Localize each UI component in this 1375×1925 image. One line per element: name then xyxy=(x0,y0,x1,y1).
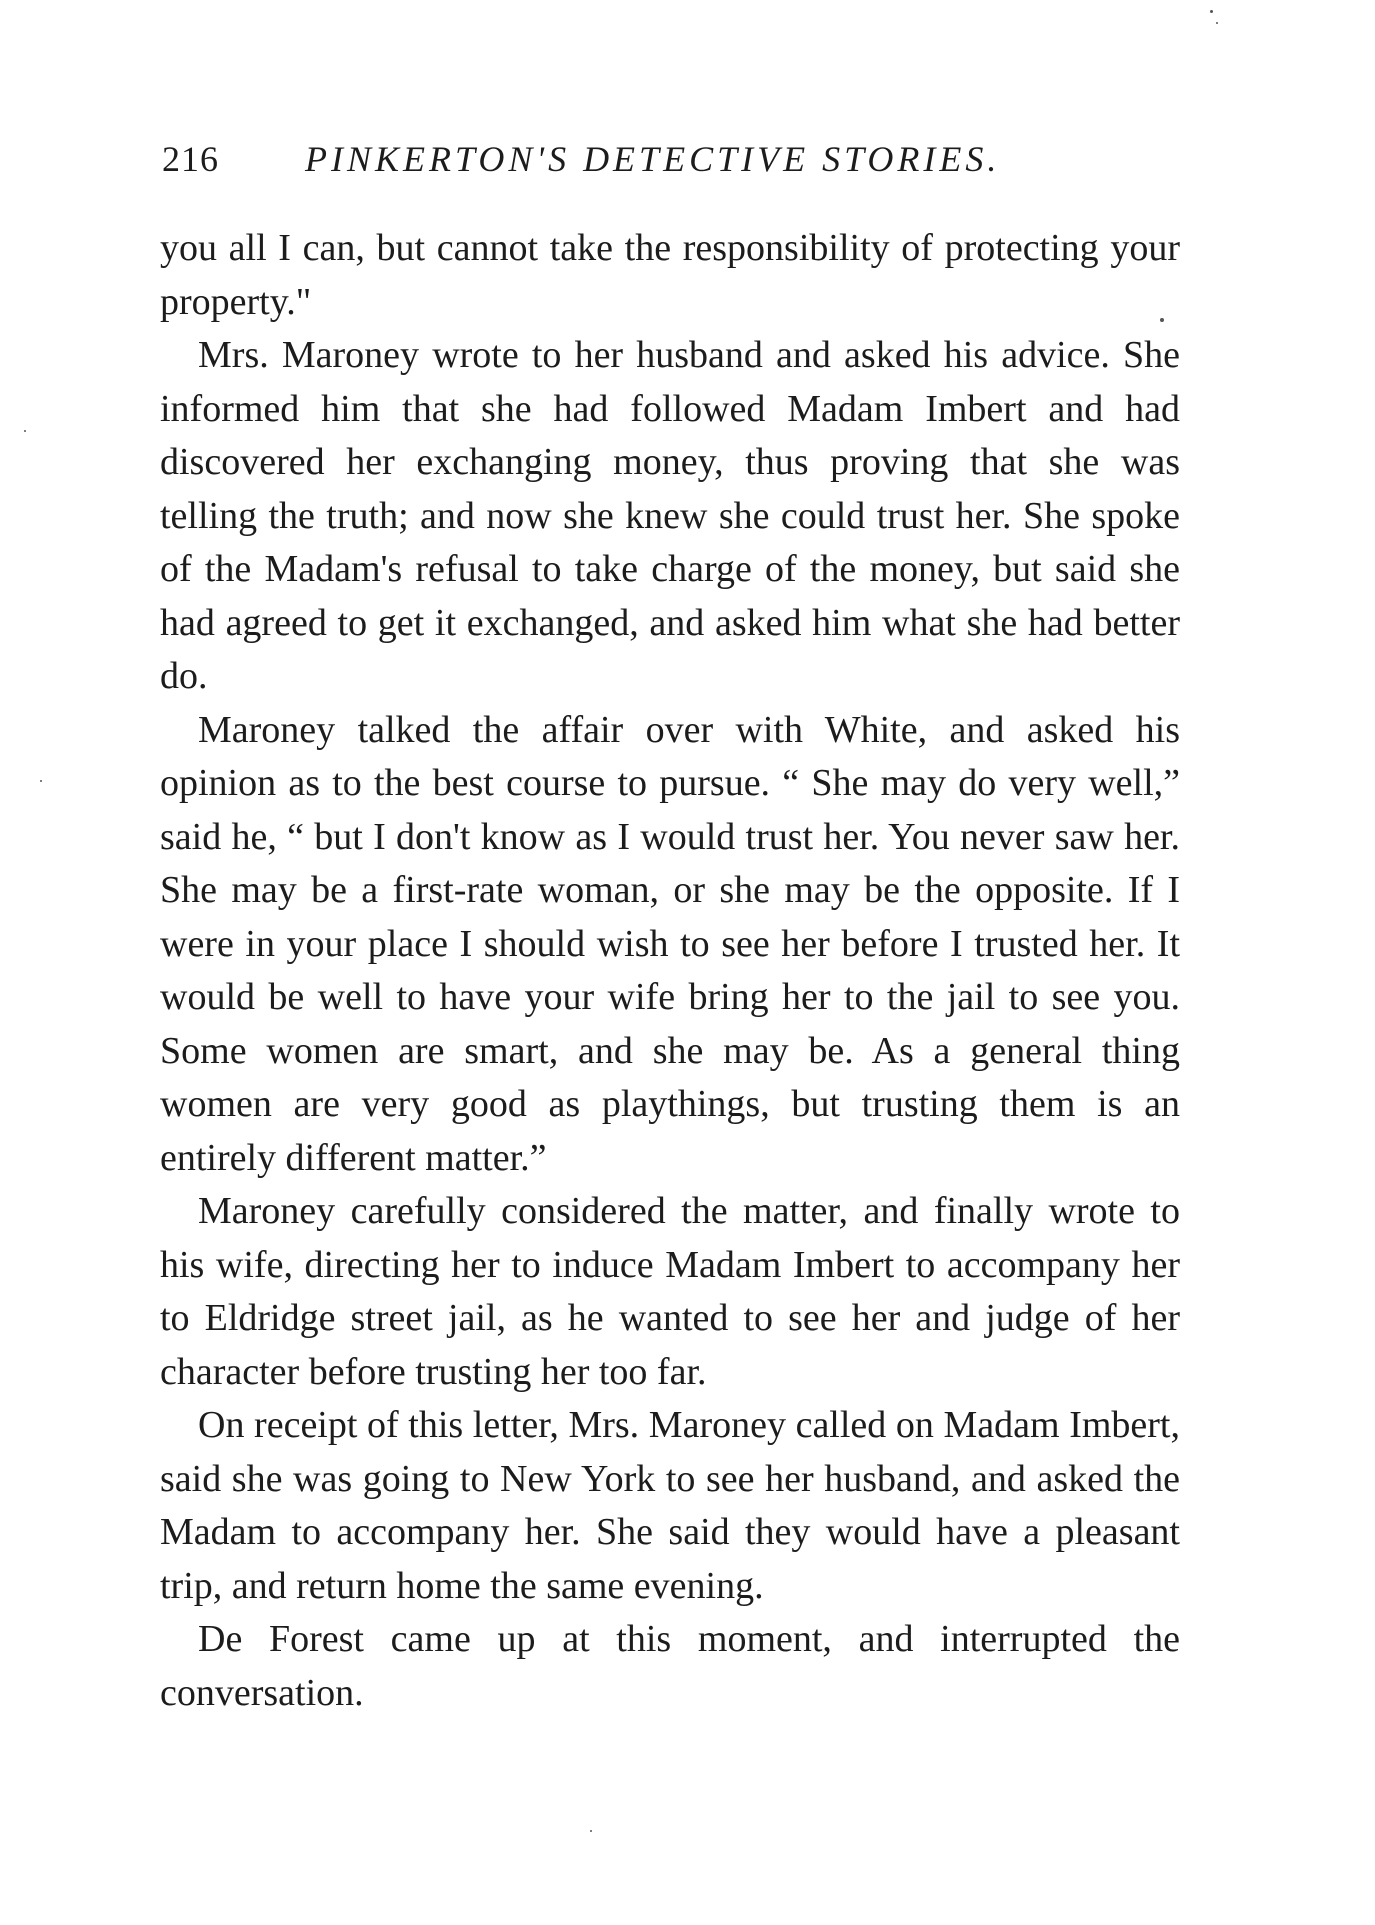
paragraph-continued: you all I can, but cannot take the responsibility of protecting your property." xyxy=(160,227,1180,323)
scan-speck xyxy=(1160,318,1164,322)
paragraph: De Forest came up at this moment, and interrupted the conversation. xyxy=(160,1618,1180,1714)
scan-speck xyxy=(590,1830,592,1832)
body-text xyxy=(160,222,1180,1720)
page-number: 216 xyxy=(162,139,219,179)
book-page xyxy=(160,128,1180,1868)
paragraph: On receipt of this letter, Mrs. Maroney called on Madam Imbert, said she was going to New York to see her husband, and asked the Madam to accompany her. She said they would have a pleasant trip, and return home the same evening. xyxy=(160,1404,1180,1607)
scan-speck xyxy=(1210,10,1213,13)
running-title: PINKERTON'S DETECTIVE STORIES. xyxy=(305,139,1001,179)
scan-speck xyxy=(24,430,26,432)
scan-speck xyxy=(40,780,42,782)
running-head xyxy=(160,128,1180,188)
paragraph: Maroney talked the affair over with White, and asked his opinion as to the best course to pursue. “ She may do very well,” said he, “ but I don't know as I would trust her. You never saw her. She may be a first-rate woman, or she may be the opposite. If I were in your place I should wish to see her before I trusted her. It would be well to have your wife bring her to the jail to see you. Some women are smart, and she may be. As a general thing women are very good as playthings, but trusting them is an entirely different matter.” xyxy=(160,708,1180,1179)
paragraph: Mrs. Maroney wrote to her husband and asked his advice. She informed him that she had followed Madam Imbert and had discovered her exchanging money, thus proving that she was telling the truth; and now she knew she could trust her. She spoke of the Madam's refusal to take charge of the money, but said she had agreed to get it exchanged, and asked him what she had better do. xyxy=(160,334,1180,697)
paragraph: Maroney carefully considered the matter, and finally wrote to his wife, directing her to induce Madam Imbert to accompany her to Eldridge street jail, as he wanted to see her and judge of her character before trusting her too far. xyxy=(160,1190,1180,1393)
scan-speck xyxy=(1216,22,1218,24)
